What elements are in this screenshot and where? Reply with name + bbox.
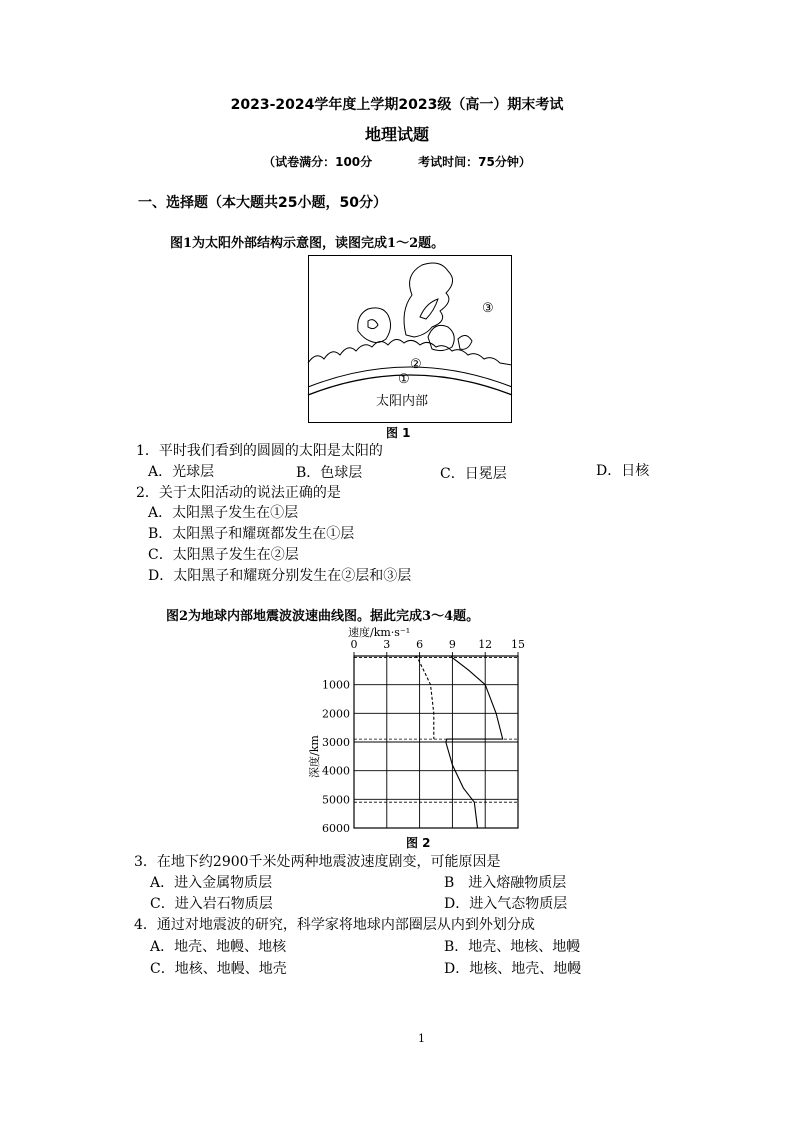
q3-option-c: C．进入岩石物质层 bbox=[150, 896, 273, 912]
label-2-chromosphere: ② bbox=[410, 357, 422, 372]
chart-y-tick-label: 2000 bbox=[322, 707, 350, 721]
chart-x-axis-label: 速度/km·s⁻¹ bbox=[348, 626, 411, 639]
figure1-caption: 图 1 bbox=[386, 426, 411, 440]
section-title: 一、选择题（本大题共25小题，50分） bbox=[138, 195, 387, 211]
chart-x-tick-label: 12 bbox=[478, 638, 493, 651]
chart-x-tick-label: 0 bbox=[350, 638, 358, 651]
label-1-photosphere: ① bbox=[398, 372, 410, 387]
chart-y-tick-label: 4000 bbox=[322, 764, 350, 778]
q2-option-a: A．太阳黑子发生在①层 bbox=[148, 505, 299, 521]
question-3-stem: 3．在地下约2900千米处两种地震波速度剧变，可能原因是 bbox=[134, 854, 501, 870]
q4-option-b: B．地壳、地核、地幔 bbox=[444, 939, 581, 955]
question-4-stem: 4．通过对地震波的研究，科学家将地球内部圈层从内到外划分成 bbox=[134, 917, 535, 933]
subject-title: 地理试题 bbox=[364, 125, 429, 144]
chart-x-tick-label: 6 bbox=[416, 638, 424, 651]
q4-option-d: D．地核、地壳、地幔 bbox=[444, 961, 582, 977]
chart-y-tick-label: 3000 bbox=[322, 736, 350, 749]
q4-option-c: C．地核、地幔、地壳 bbox=[150, 961, 287, 977]
figure2-caption: 图 2 bbox=[406, 836, 431, 850]
figure1-sun-diagram bbox=[308, 255, 512, 423]
chart-y-tick-label: 5000 bbox=[322, 793, 350, 807]
figure1-intro: 图1为太阳外部结构示意图，读图完成1～2题。 bbox=[170, 236, 445, 251]
full-score: （试卷满分：100分 bbox=[263, 155, 373, 169]
page-number: 1 bbox=[418, 1032, 425, 1045]
exam-info bbox=[0, 153, 794, 170]
q2-option-c: C．太阳黑子发生在②层 bbox=[148, 547, 299, 563]
sun-interior-label: 太阳内部 bbox=[376, 394, 429, 409]
q1-option-a: A．光球层 bbox=[148, 464, 215, 480]
chart-y-tick-label: 1000 bbox=[322, 678, 350, 692]
chart-x-tick-label: 3 bbox=[383, 638, 391, 651]
q4-option-a: A．地壳、地幔、地核 bbox=[150, 939, 287, 955]
q3-option-a: A．进入金属物质层 bbox=[150, 875, 273, 891]
exam-time: 考试时间：75分钟） bbox=[418, 155, 531, 169]
chart-x-tick-label: 9 bbox=[448, 638, 456, 651]
chart-series-s-wave bbox=[415, 656, 434, 739]
q1-option-b: B．色球层 bbox=[296, 465, 363, 481]
q3-option-b: B 进入熔融物质层 bbox=[444, 875, 567, 891]
q2-option-b: B．太阳黑子和耀斑都发生在①层 bbox=[148, 526, 355, 542]
seismic-velocity-chart bbox=[310, 624, 530, 836]
question-1-stem: 1．平时我们看到的圆圆的太阳是太阳的 bbox=[136, 443, 383, 459]
q1-option-c: C．日冕层 bbox=[440, 466, 507, 482]
figure2-intro: 图2为地球内部地震波波速曲线图。据此完成3～4题。 bbox=[166, 609, 480, 624]
q3-option-d: D．进入气态物质层 bbox=[444, 896, 568, 912]
chart-y-tick-label: 6000 bbox=[322, 822, 350, 835]
chart-y-axis-label: 深度/km bbox=[308, 735, 321, 778]
q2-option-d: D．太阳黑子和耀斑分别发生在②层和③层 bbox=[148, 568, 412, 584]
q1-option-d: D．日核 bbox=[596, 463, 650, 479]
question-2-stem: 2．关于太阳活动的说法正确的是 bbox=[136, 485, 341, 501]
exam-title: 2023-2024学年度上学期2023级（高一）期末考试 bbox=[230, 97, 564, 113]
label-3-corona: ③ bbox=[482, 301, 494, 316]
chart-x-tick-label: 15 bbox=[511, 638, 525, 651]
